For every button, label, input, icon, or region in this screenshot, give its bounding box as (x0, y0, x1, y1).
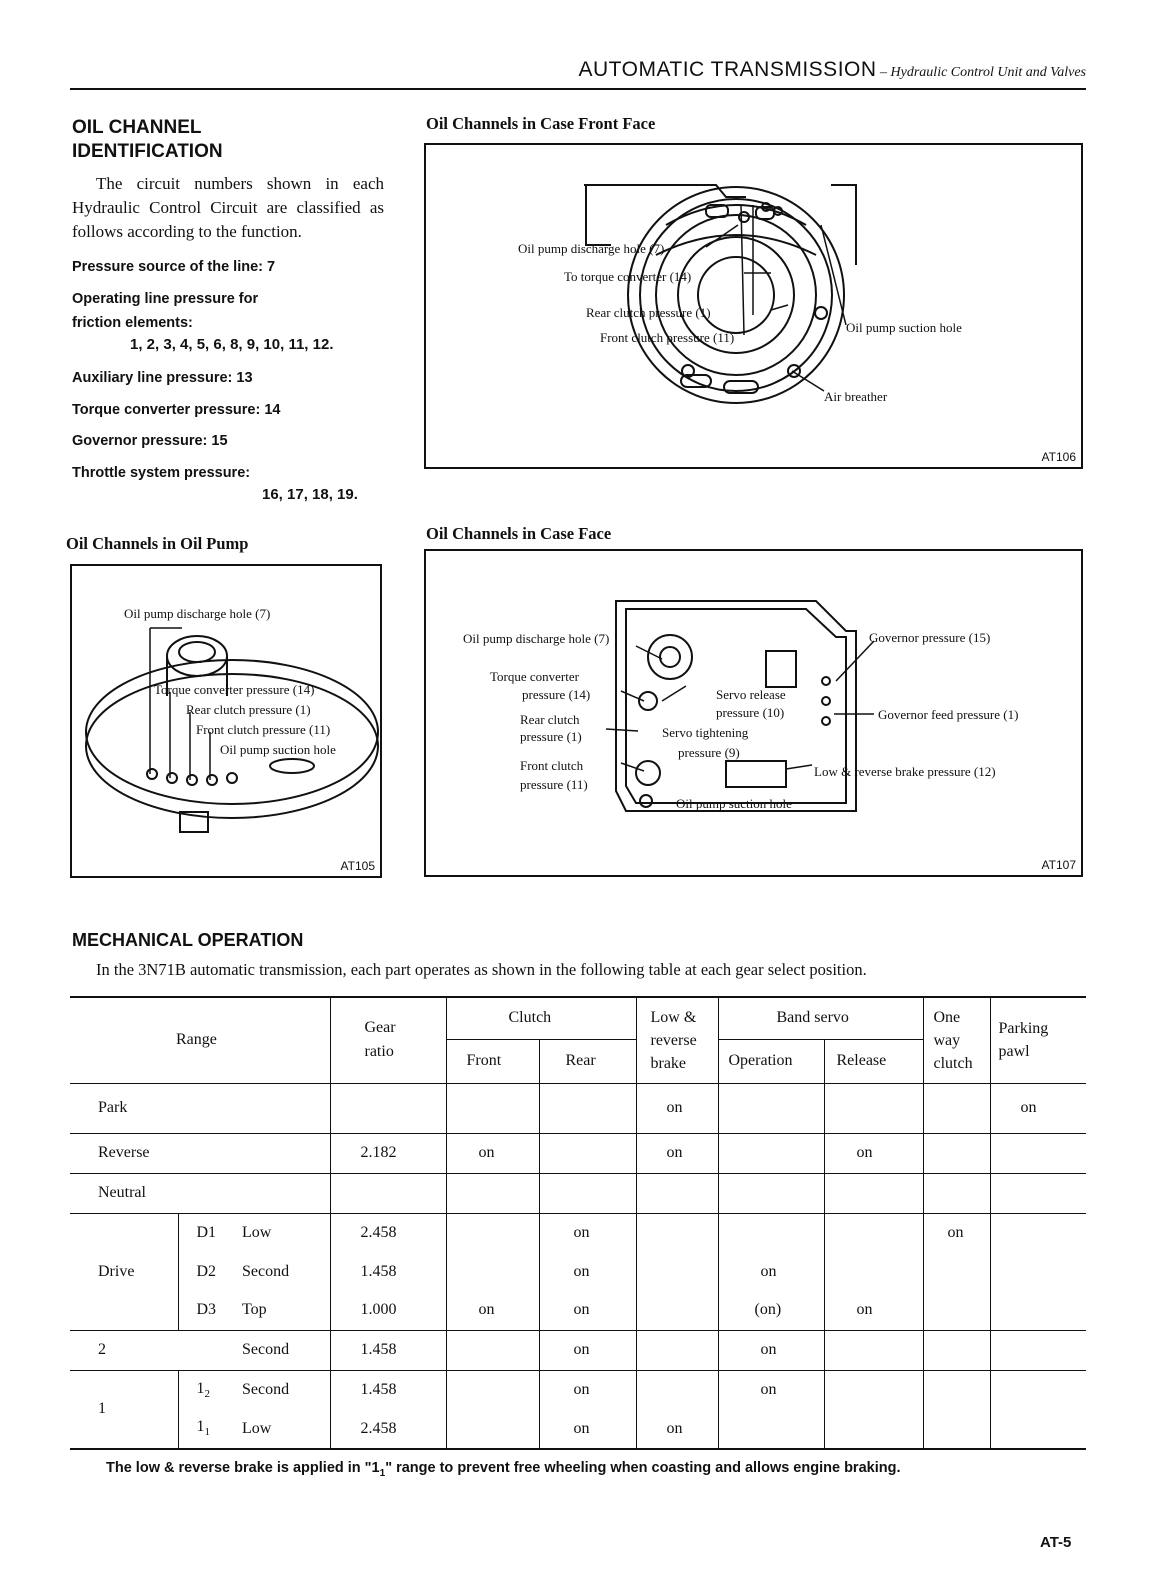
front-suction-label: Oil pump suction hole (846, 320, 962, 335)
col-one-way-clutch (923, 997, 990, 1083)
case-rear-label-2: pressure (1) (520, 729, 582, 744)
cell-one1-pos (178, 1409, 228, 1449)
operation-table (70, 996, 1086, 1450)
cell-d1-pos: D1 (178, 1213, 228, 1252)
cell-one1-one-way (923, 1409, 990, 1449)
pump-torque-label: Torque converter pressure (14) (154, 682, 315, 697)
cell-reverse-range: Reverse (70, 1133, 330, 1173)
cell-park-parking: on (990, 1083, 1086, 1133)
case-governor-label: Governor pressure (15) (869, 630, 991, 645)
cell-two-range: 2 (70, 1330, 228, 1370)
pump-suction-label: Oil pump suction hole (220, 742, 336, 757)
low-rev-line-1: Low & (650, 1008, 697, 1026)
cell-d1-release (824, 1213, 923, 1252)
cell-two-one-way (923, 1330, 990, 1370)
figure-front-face (424, 143, 1083, 469)
figure-code-at105: AT105 (340, 859, 375, 873)
row-park (70, 1083, 1086, 1133)
cell-one1-operation (718, 1409, 824, 1449)
cell-one1-rear: on (539, 1409, 636, 1449)
cell-d2-low-rev (636, 1252, 718, 1291)
case-front-label-1: Front clutch (520, 758, 584, 773)
figure-oil-pump (70, 564, 382, 878)
operating-label-2: friction elements: (72, 315, 193, 331)
header-title: AUTOMATIC TRANSMISSION (578, 58, 877, 81)
torque-converter-pressure: Torque converter pressure: 14 (72, 402, 281, 418)
cell-reverse-low-rev: on (636, 1133, 718, 1173)
one-way-line-1: One (933, 1008, 961, 1026)
cell-d3-one-way (923, 1291, 990, 1330)
throttle-values: 16, 17, 18, 19. (262, 486, 358, 503)
cell-d1-gear: Low (228, 1213, 330, 1252)
cell-d2-parking (990, 1252, 1086, 1291)
one2-pos-sub: 2 (204, 1387, 210, 1400)
cell-d2-ratio: 1.458 (330, 1252, 446, 1291)
cell-drive-range: Drive (70, 1213, 178, 1330)
col-low-reverse-brake (636, 997, 718, 1083)
cell-d1-one-way: on (923, 1213, 990, 1252)
cell-neutral-ratio (330, 1173, 446, 1213)
cell-one2-ratio: 1.458 (330, 1370, 446, 1409)
cell-d3-parking (990, 1291, 1086, 1330)
case-suction-label: Oil pump suction hole (676, 796, 792, 811)
row-one-second (70, 1370, 1086, 1409)
cell-reverse-parking (990, 1133, 1086, 1173)
row-reverse (70, 1133, 1086, 1173)
row-d2 (70, 1252, 1086, 1291)
footnote-part-2: " range to prevent free wheeling when coasting and allows engine braking. (385, 1460, 901, 1476)
cell-two-operation: on (718, 1330, 824, 1370)
one-way-line-3: clutch (933, 1054, 973, 1072)
case-low-reverse-label: Low & reverse brake pressure (12) (814, 764, 996, 779)
row-d3 (70, 1291, 1086, 1330)
cell-two-gear: Second (228, 1330, 330, 1370)
governor-pressure: Governor pressure: 15 (72, 433, 228, 449)
cell-one1-release (824, 1409, 923, 1449)
cell-park-release (824, 1083, 923, 1133)
case-servo-tight-label-1: Servo tightening (662, 725, 749, 740)
col-gear-ratio (330, 997, 446, 1083)
one1-pos-main: 1 (196, 1418, 205, 1436)
col-front: Front (446, 1039, 539, 1083)
figure-case-face (424, 549, 1083, 877)
cell-one2-release (824, 1370, 923, 1409)
col-band-servo: Band servo (718, 997, 923, 1039)
one-way-line-2: way (933, 1031, 961, 1049)
case-servo-release-label-2: pressure (10) (716, 705, 785, 720)
pressure-source: Pressure source of the line: 7 (72, 259, 276, 275)
low-rev-line-3: brake (650, 1054, 687, 1072)
cell-d2-front (446, 1252, 539, 1291)
front-discharge-label: Oil pump discharge hole (7) (518, 241, 665, 256)
case-servo-tight-label-2: pressure (9) (678, 745, 740, 760)
cell-park-range: Park (70, 1083, 330, 1133)
operating-label-1: Operating line pressure for (72, 291, 259, 307)
cell-park-one-way (923, 1083, 990, 1133)
row-d1 (70, 1213, 1086, 1252)
cell-d3-release: on (824, 1291, 923, 1330)
front-breather-label: Air breather (824, 389, 888, 404)
case-front-label-2: pressure (11) (520, 777, 588, 792)
cell-two-rear: on (539, 1330, 636, 1370)
col-parking-pawl (990, 997, 1086, 1083)
page-number: AT-5 (1040, 1534, 1072, 1551)
header-subtitle: Hydraulic Control Unit and Valves (890, 65, 1086, 80)
pump-rear-clutch-label: Rear clutch pressure (1) (186, 702, 311, 717)
cell-one1-low-rev: on (636, 1409, 718, 1449)
cell-two-release (824, 1330, 923, 1370)
table-footnote (106, 1460, 900, 1479)
cell-one2-gear: Second (228, 1370, 330, 1409)
case-governor-feed-label: Governor feed pressure (1) (878, 707, 1019, 722)
oil-channel-intro: The circuit numbers shown in each Hydraulic Control Circuit are classified as follows according to the function. (72, 174, 384, 241)
cell-d1-ratio: 2.458 (330, 1213, 446, 1252)
cell-neutral-release (824, 1173, 923, 1213)
cell-d3-front: on (446, 1291, 539, 1330)
one2-pos-main: 1 (196, 1379, 205, 1397)
cell-one1-parking (990, 1409, 1086, 1449)
heading-line-1: OIL CHANNEL (72, 117, 202, 138)
one1-pos-sub: 1 (204, 1426, 210, 1439)
cell-d2-rear: on (539, 1252, 636, 1291)
cell-park-operation (718, 1083, 824, 1133)
col-operation: Operation (718, 1039, 824, 1083)
cell-park-ratio (330, 1083, 446, 1133)
cell-one2-rear: on (539, 1370, 636, 1409)
case-torque-label-1: Torque converter (490, 669, 579, 684)
row-neutral (70, 1173, 1086, 1213)
cell-two-parking (990, 1330, 1086, 1370)
cell-neutral-operation (718, 1173, 824, 1213)
cell-two-low-rev (636, 1330, 718, 1370)
front-torque-label: To torque converter (14) (564, 269, 692, 284)
cell-d3-low-rev (636, 1291, 718, 1330)
cell-neutral-parking (990, 1173, 1086, 1213)
cell-neutral-one-way (923, 1173, 990, 1213)
col-clutch: Clutch (446, 997, 636, 1039)
cell-d3-rear: on (539, 1291, 636, 1330)
oil-channel-heading (72, 116, 312, 164)
cell-neutral-rear (539, 1173, 636, 1213)
cell-reverse-front: on (446, 1133, 539, 1173)
cell-reverse-ratio: 2.182 (330, 1133, 446, 1173)
front-front-clutch-label: Front clutch pressure (11) (600, 330, 735, 345)
footnote-sub: 1 (379, 1467, 386, 1479)
col-rear: Rear (539, 1039, 636, 1083)
cell-park-low-rev: on (636, 1083, 718, 1133)
caption-case-face: Oil Channels in Case Face (426, 524, 612, 543)
running-header (440, 58, 1086, 82)
cell-one2-front (446, 1370, 539, 1409)
col-range: Range (176, 1031, 217, 1049)
case-torque-label-2: pressure (14) (522, 687, 591, 702)
cell-reverse-operation (718, 1133, 824, 1173)
parking-line-1: Parking (998, 1020, 1049, 1038)
cell-neutral-front (446, 1173, 539, 1213)
cell-reverse-rear (539, 1133, 636, 1173)
cell-one1-gear: Low (242, 1419, 272, 1437)
pump-discharge-label: Oil pump discharge hole (7) (124, 606, 271, 621)
pump-front-clutch-label: Front clutch pressure (11) (196, 722, 331, 737)
caption-front-face: Oil Channels in Case Front Face (426, 114, 656, 133)
case-rear-label-1: Rear clutch (520, 712, 580, 727)
cell-reverse-one-way (923, 1133, 990, 1173)
low-rev-line-2: reverse (650, 1031, 697, 1049)
cell-one2-pos (178, 1370, 228, 1409)
cell-d1-front (446, 1213, 539, 1252)
header-separator: – (876, 65, 891, 80)
heading-line-2: IDENTIFICATION (72, 141, 223, 162)
cell-park-rear (539, 1083, 636, 1133)
front-rear-clutch-label: Rear clutch pressure (1) (586, 305, 711, 320)
figure-code-at107: AT107 (1041, 858, 1076, 872)
mechanical-operation-intro: In the 3N71B automatic transmission, each part operates as shown in the following table at each gear select position. (96, 960, 867, 979)
cell-d3-operation: (on) (718, 1291, 824, 1330)
footnote-part-1: The low & reverse brake is applied in "1 (106, 1460, 380, 1476)
cell-d1-low-rev (636, 1213, 718, 1252)
cell-one2-one-way (923, 1370, 990, 1409)
figure-code-at106: AT106 (1041, 450, 1076, 464)
cell-neutral-low-rev (636, 1173, 718, 1213)
cell-d1-parking (990, 1213, 1086, 1252)
gear-ratio-line-1: Gear (364, 1019, 396, 1037)
cell-neutral-range: Neutral (70, 1173, 330, 1213)
mechanical-operation-heading: MECHANICAL OPERATION (72, 930, 304, 950)
cell-d1-operation (718, 1213, 824, 1252)
case-discharge-label: Oil pump discharge hole (7) (463, 631, 610, 646)
cell-reverse-release: on (824, 1133, 923, 1173)
cell-d1-rear: on (539, 1213, 636, 1252)
transmission-case-front-drawing (426, 145, 1085, 471)
header-row-1 (70, 997, 1086, 1039)
parking-line-2: pawl (998, 1043, 1030, 1061)
cell-d3-pos: D3 (178, 1291, 228, 1330)
cell-d3-gear: Top (242, 1301, 267, 1319)
cell-one-range: 1 (70, 1370, 178, 1449)
throttle-label: Throttle system pressure: (72, 465, 251, 481)
gear-ratio-line-2: ratio (364, 1043, 394, 1061)
cell-one1-ratio: 2.458 (330, 1409, 446, 1449)
col-release: Release (824, 1039, 923, 1083)
cell-two-ratio: 1.458 (330, 1330, 446, 1370)
auxiliary-pressure: Auxiliary line pressure: 13 (72, 370, 253, 386)
cell-d3-ratio: 1.000 (330, 1291, 446, 1330)
cell-one2-parking (990, 1370, 1086, 1409)
row-two (70, 1330, 1086, 1370)
row-one-low (70, 1409, 1086, 1449)
cell-d2-gear: Second (242, 1262, 290, 1280)
cell-d2-operation: on (718, 1252, 824, 1291)
cell-one2-low-rev (636, 1370, 718, 1409)
cell-one2-operation: on (718, 1370, 824, 1409)
cell-one1-front (446, 1409, 539, 1449)
cell-d2-pos: D2 (178, 1252, 228, 1291)
cell-park-front (446, 1083, 539, 1133)
header-rule (70, 88, 1086, 90)
case-servo-release-label-1: Servo release (716, 687, 786, 702)
operating-values: 1, 2, 3, 4, 5, 6, 8, 9, 10, 11, 12. (130, 336, 334, 353)
cell-d2-release (824, 1252, 923, 1291)
cell-d2-one-way (923, 1252, 990, 1291)
cell-two-front (446, 1330, 539, 1370)
caption-oil-pump: Oil Channels in Oil Pump (66, 534, 249, 553)
